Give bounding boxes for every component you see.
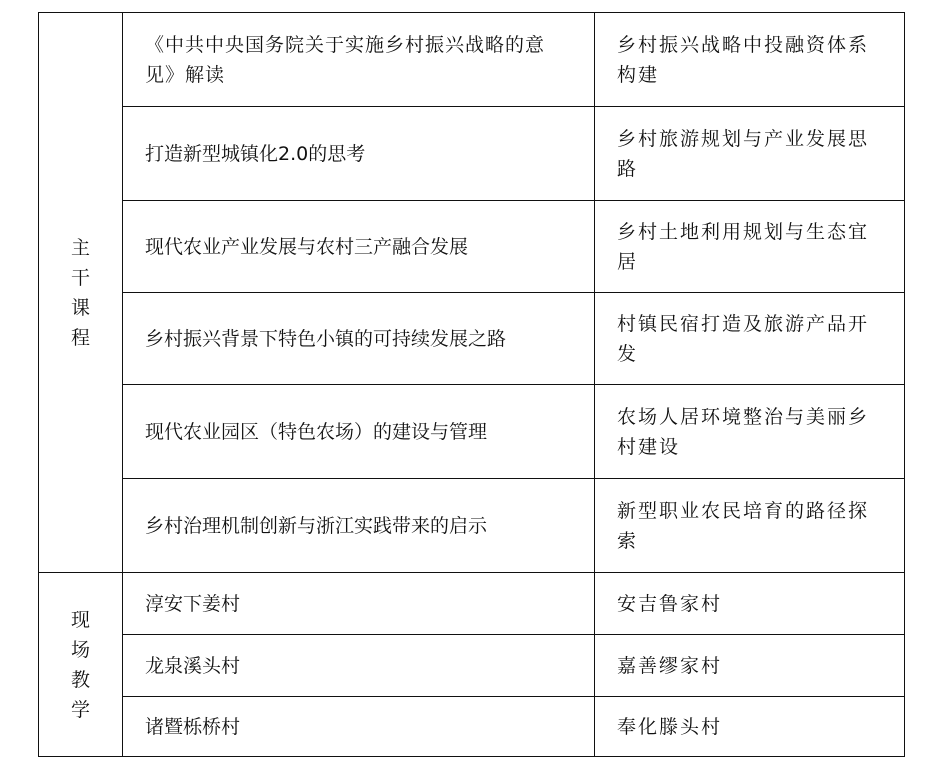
course-cell [595, 293, 905, 385]
course-title: 现代农业产业发展与农村三产融合发展 [145, 235, 469, 258]
course-cell [595, 479, 905, 573]
site-cell [123, 573, 595, 635]
course-cell [123, 385, 595, 479]
course-cell [595, 13, 905, 107]
course-title: 新型职业农民培育的路径探索 [617, 499, 870, 552]
course-title: 乡村治理机制创新与浙江实践带来的启示 [145, 514, 488, 537]
course-title: 乡村土地利用规划与生态宜居 [617, 220, 870, 273]
course-cell [123, 201, 595, 293]
table-row [39, 697, 905, 757]
category-label: 现场教学 [70, 608, 90, 721]
course-cell [123, 107, 595, 201]
site-cell [123, 697, 595, 757]
course-cell [123, 13, 595, 107]
site-name: 奉化滕头村 [617, 715, 723, 738]
table-row [39, 13, 905, 107]
curriculum-table [38, 12, 905, 757]
table-row [39, 293, 905, 385]
table-row [39, 635, 905, 697]
course-title: 现代农业园区（特色农场）的建设与管理 [145, 420, 488, 443]
category-label: 主干课程 [70, 236, 90, 349]
site-name: 诸暨栎桥村 [145, 715, 241, 738]
site-name: 龙泉溪头村 [145, 654, 241, 677]
course-title: 《中共中央国务院关于实施乡村振兴战略的意见》解读 [145, 33, 546, 86]
table-row [39, 479, 905, 573]
course-cell [595, 385, 905, 479]
table-row [39, 573, 905, 635]
course-title: 乡村旅游规划与产业发展思路 [617, 127, 870, 180]
site-name: 淳安下姜村 [145, 592, 241, 615]
course-cell [123, 479, 595, 573]
course-cell [595, 201, 905, 293]
course-title: 村镇民宿打造及旅游产品开发 [617, 312, 870, 365]
table-row [39, 385, 905, 479]
course-title: 乡村振兴背景下特色小镇的可持续发展之路 [145, 327, 507, 350]
course-title: 乡村振兴战略中投融资体系构建 [617, 33, 870, 86]
category-cell-core-courses [39, 13, 123, 573]
course-cell [595, 107, 905, 201]
site-cell [595, 573, 905, 635]
course-title: 农场人居环境整治与美丽乡村建设 [617, 405, 870, 458]
site-cell [595, 635, 905, 697]
course-title: 打造新型城镇化2.0的思考 [145, 142, 366, 165]
site-cell [595, 697, 905, 757]
table-row [39, 201, 905, 293]
course-cell [123, 293, 595, 385]
category-cell-field-teaching [39, 573, 123, 757]
site-name: 嘉善缪家村 [617, 654, 723, 677]
site-cell [123, 635, 595, 697]
site-name: 安吉鲁家村 [617, 592, 723, 615]
table-row [39, 107, 905, 201]
